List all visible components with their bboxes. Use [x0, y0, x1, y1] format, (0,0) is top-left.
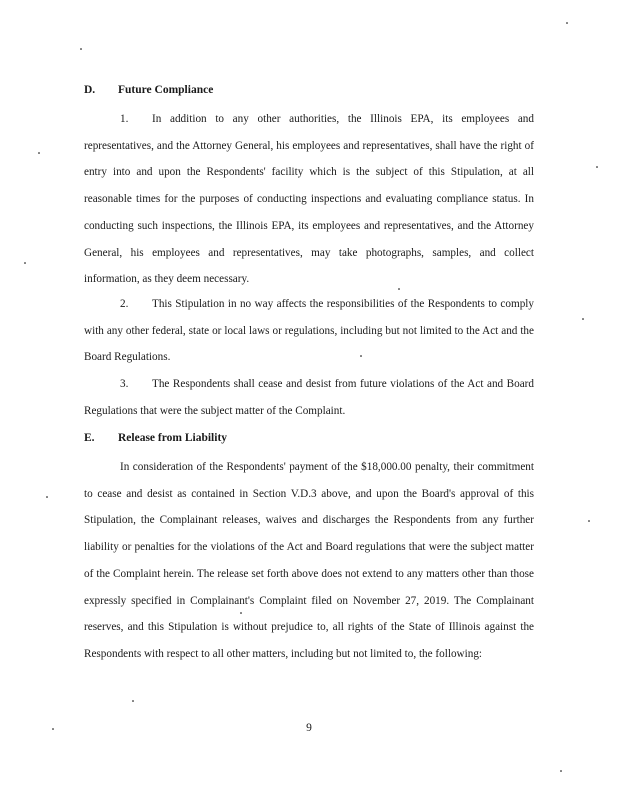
- scan-speck: [52, 728, 54, 730]
- section-heading-release-from-liability: [84, 432, 227, 444]
- page-number: 9: [306, 722, 312, 734]
- scan-speck: [582, 318, 584, 320]
- paragraph-number: 2.: [120, 298, 129, 310]
- scan-speck: [360, 355, 362, 357]
- scan-speck: [46, 496, 48, 498]
- paragraph-text: In consideration of the Respondents' payment of the $18,000.00 penalty, their commitment to cease and desist as contained in Section V.D.3 above, and upon the Board's approval of this Stipulation, the Complainant releases, waives and discharges the Respondents from any further liability or penalties for the violations of the Act and Board regulations that were the subject matter of the Complaint herein. The release set forth above does not extend to any matters other than those expressly specified in Complainant's Complaint filed on November 27, 2019. The Complainant reserves, and this Stipulation is without prejudice to, all rights of the State of Illinois against the Respondents with respect to all other matters, including but not limited to, the following:: [84, 461, 534, 660]
- paragraph-text: The Respondents shall cease and desist from future violations of the Act and Board Regulations that were the subject matter of the Complaint.: [84, 378, 534, 417]
- scan-speck: [240, 612, 242, 614]
- scan-speck: [588, 520, 590, 522]
- section-heading-future-compliance: [84, 84, 213, 96]
- section-title: Future Compliance: [118, 84, 214, 96]
- scan-speck: [596, 166, 598, 168]
- paragraph-2: [84, 291, 534, 371]
- scan-speck: [398, 288, 400, 290]
- scan-speck: [80, 48, 82, 50]
- paragraph-number: 3.: [120, 378, 129, 390]
- scan-speck: [38, 152, 40, 154]
- paragraph-1: [84, 106, 534, 293]
- section-letter: E.: [84, 432, 95, 444]
- release-paragraph: [84, 454, 534, 668]
- paragraph-text: This Stipulation in no way affects the responsibilities of the Respondents to comply with any other federal, state or local laws or regulations, including but not limited to the Act and the Board Regulations.: [84, 298, 534, 364]
- scan-speck: [560, 770, 562, 772]
- scan-speck: [132, 700, 134, 702]
- paragraph-3: [84, 371, 534, 424]
- scan-speck: [24, 262, 26, 264]
- paragraph-number: 1.: [120, 113, 129, 125]
- scan-speck: [566, 22, 568, 24]
- section-title: Release from Liability: [118, 432, 228, 444]
- paragraph-text: In addition to any other authorities, the Illinois EPA, its employees and representatives, and the Attorney General, his employees and representatives, shall have the right of entry into and upon the Respondents' facility which is the subject of this Stipulation, at all reasonable times for the purposes of conducting inspections and evaluating compliance status. In conducting such inspections, the Illinois EPA, its employees and representatives, and the Attorney General, his employees and representatives, may take photographs, samples, and collect information, as they deem necessary.: [84, 113, 534, 286]
- section-letter: D.: [84, 84, 96, 96]
